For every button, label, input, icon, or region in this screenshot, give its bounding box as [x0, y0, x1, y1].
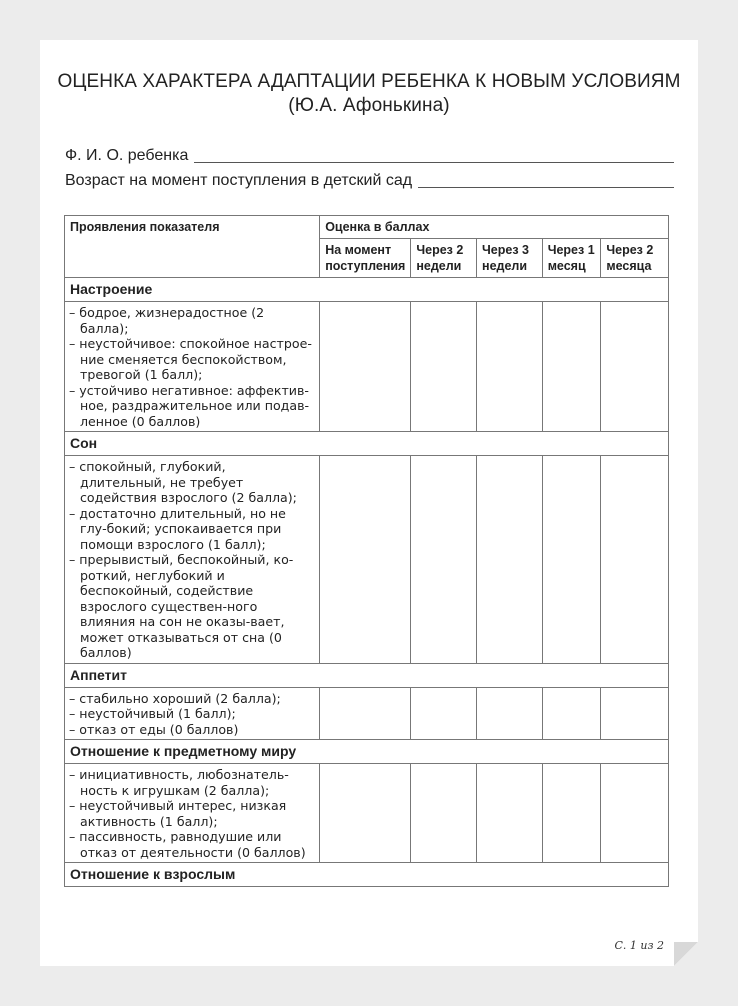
score-cell[interactable]: [601, 302, 669, 432]
section-row-object-world: [65, 740, 669, 764]
list-item: – спокойный, глубокий, длительный, не требует содействия взрослого (2 балла);: [69, 459, 297, 505]
header-col-1-month: Через 1 месяц: [542, 239, 601, 278]
score-cell[interactable]: [601, 764, 669, 863]
list-item: – инициативность, любознатель-ность к игрушкам (2 балла);: [69, 767, 289, 798]
folded-corner: [674, 942, 698, 966]
section-row-mood: [65, 278, 669, 302]
score-cell[interactable]: [601, 456, 669, 664]
adaptation-assessment-table: [64, 215, 669, 887]
header-col-2-months: Через 2 месяца: [601, 239, 669, 278]
indicator-description: [65, 302, 320, 432]
section-title: Отношение к предметному миру: [65, 740, 669, 764]
score-cell[interactable]: [542, 456, 601, 664]
child-name-input-line[interactable]: [194, 146, 674, 163]
score-cell[interactable]: [601, 687, 669, 740]
score-cell[interactable]: [411, 302, 477, 432]
section-title: Настроение: [65, 278, 669, 302]
list-item: – стабильно хороший (2 балла);: [69, 690, 281, 706]
list-item: – пассивность, равнодушие или отказ от деятельности (0 баллов): [69, 829, 306, 860]
score-cell[interactable]: [542, 764, 601, 863]
list-item: – неустойчивое: спокойное настрое-ние сменяется беспокойством, тревогой (1 балл);: [69, 336, 312, 382]
score-cell[interactable]: [320, 302, 411, 432]
score-cell[interactable]: [477, 456, 543, 664]
admission-age-label: Возраст на момент поступления в детский сад: [65, 172, 413, 189]
header-score-group: Оценка в баллах: [320, 216, 669, 239]
list-item: – неустойчивый (1 балл);: [69, 706, 236, 721]
list-item: – достаточно длительный, но не глу-бокий; успокаивается при помощи взрослого (1 балл);: [69, 505, 286, 552]
section-row-sleep: [65, 432, 669, 456]
score-cell[interactable]: [542, 302, 601, 432]
list-item: – отказ от еды (0 баллов): [69, 721, 239, 737]
score-cell[interactable]: [477, 764, 543, 863]
list-item: – неустойчивый интерес, низкая активность (1 балл);: [69, 798, 287, 829]
header-row: [65, 216, 669, 239]
list-item: – бодрое, жизнерадостное (2 балла);: [69, 305, 265, 336]
section-title: Сон: [65, 432, 669, 456]
indicator-description: [65, 687, 320, 740]
section-title: Аппетит: [65, 663, 669, 687]
table-row-mood: [65, 302, 669, 432]
list-item: – устойчиво негативное: аффектив-ное, раздражительное или подав-ленное (0 баллов): [69, 382, 310, 429]
document-title: [40, 70, 698, 118]
admission-age-field[interactable]: [65, 171, 674, 190]
score-cell[interactable]: [477, 687, 543, 740]
header-col-admission: На момент поступления: [320, 239, 411, 278]
document-page: [40, 40, 698, 966]
header-indicator: Проявления показателя: [65, 216, 320, 278]
score-cell[interactable]: [320, 456, 411, 664]
header-col-2-weeks: Через 2 недели: [411, 239, 477, 278]
section-title: Отношение к взрослым: [65, 863, 669, 887]
child-name-label: Ф. И. О. ребенка: [65, 147, 189, 164]
title-line-1: ОЦЕНКА ХАРАКТЕРА АДАПТАЦИИ РЕБЕНКА К НОВЫМ УСЛОВИЯМ: [57, 71, 681, 92]
page-number: С. 1 из 2: [614, 939, 664, 952]
score-cell[interactable]: [411, 456, 477, 664]
admission-age-input-line[interactable]: [418, 171, 674, 188]
section-row-adults: [65, 863, 669, 887]
table-row-object-world: [65, 764, 669, 863]
child-name-field[interactable]: [65, 146, 674, 165]
score-cell[interactable]: [542, 687, 601, 740]
score-cell[interactable]: [320, 687, 411, 740]
indicator-description: [65, 456, 320, 664]
header-col-3-weeks: Через 3 недели: [477, 239, 543, 278]
table-row-appetite: [65, 687, 669, 740]
score-cell[interactable]: [320, 764, 411, 863]
section-row-appetite: [65, 663, 669, 687]
score-cell[interactable]: [411, 764, 477, 863]
indicator-description: [65, 764, 320, 863]
table-row-sleep: [65, 456, 669, 664]
score-cell[interactable]: [411, 687, 477, 740]
list-item: – прерывистый, беспокойный, ко-роткий, неглубокий и беспокойный, содействие взрослого существен-ного влияния на сон не оказы-вает, может отказываться от сна (0 баллов): [69, 552, 294, 660]
title-line-2: (Ю.А. Афонькина): [288, 95, 450, 116]
score-cell[interactable]: [477, 302, 543, 432]
